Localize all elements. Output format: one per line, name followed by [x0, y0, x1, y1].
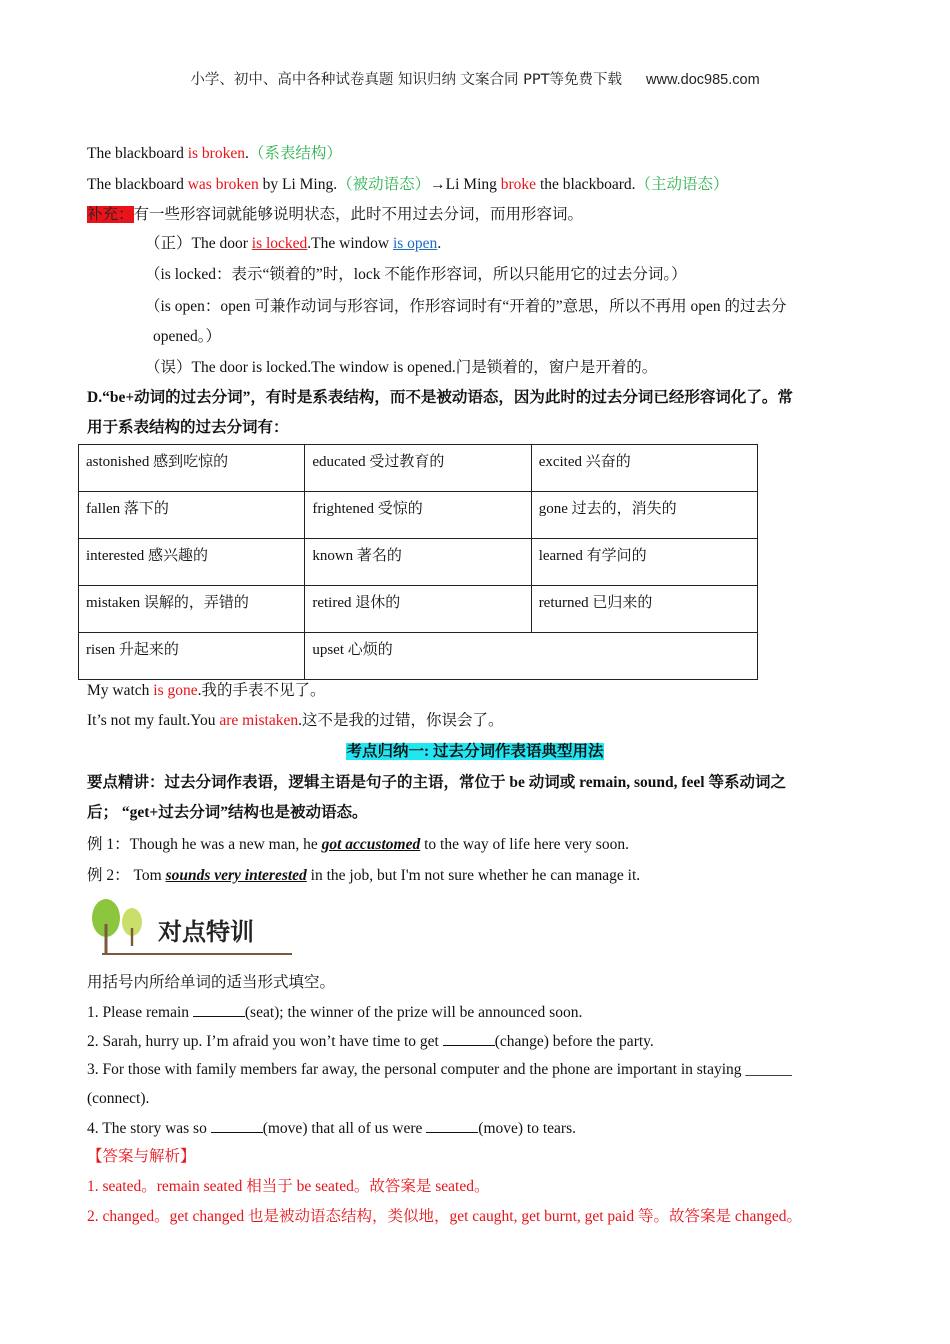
- question-2: 2. Sarah, hurry up. I’m afraid you won’t have time to get (change) before the party.: [87, 1033, 654, 1050]
- note-is-open-cont: opened。）: [153, 328, 222, 345]
- table-cell: learned 有学问的: [531, 539, 757, 586]
- answer-title: 【答案与解析】: [87, 1148, 196, 1165]
- answer-1: 1. seated。remain seated 相当于 be seated。故答案是 seated。: [87, 1178, 490, 1195]
- table-cell: gone 过去的，消失的: [531, 492, 757, 539]
- table-cell: educated 受过教育的: [305, 445, 531, 492]
- note-is-open: （is open：open 可兼作动词与形容词，作形容词时有“开着的”意思，所以不再用 open 的过去分: [145, 298, 787, 315]
- table-row: [79, 586, 758, 633]
- page-header: [0, 68, 950, 89]
- section-d-heading: D.“be+动词的过去分词”，有时是系表结构，而不是被动语态，因为此时的过去分词已经形容词化了。常: [87, 389, 793, 406]
- table-cell: returned 已归来的: [531, 586, 757, 633]
- blank: [193, 1002, 245, 1017]
- header-url[interactable]: www.doc985.com: [646, 72, 760, 88]
- table-cell: fallen 落下的: [79, 492, 305, 539]
- example-2: 例 2： Tom sounds very interested in the job, but I'm not sure whether he can manage it.: [87, 867, 641, 884]
- table-cell: retired 退休的: [305, 586, 531, 633]
- key-points-cont: 后； “get+过去分词”结构也是被动语态。: [87, 804, 368, 821]
- example-fault: It’s not my fault.You are mistaken.这不是我的过错，你误会了。: [87, 712, 504, 729]
- table-cell: interested 感兴趣的: [79, 539, 305, 586]
- supplement-note: 补充：有一些形容词就能够说明状态，此时不用过去分词，而用形容词。: [87, 206, 584, 223]
- banner-title: 对点特训: [158, 918, 254, 946]
- blank: [426, 1118, 478, 1133]
- example-1: 例 1：Though he was a new man, he got accustomed to the way of life here very soon.: [87, 836, 629, 853]
- table-cell: astonished 感到吃惊的: [79, 445, 305, 492]
- blank: [443, 1031, 495, 1046]
- participle-table: [78, 444, 758, 680]
- instruction: 用括号内所给单词的适当形式填空。: [87, 974, 336, 991]
- sentence-broken-passive: The blackboard was broken by Li Ming.（被动语态）→Li Ming broke the blackboard.（主动语态）: [87, 176, 729, 193]
- table-row: [79, 539, 758, 586]
- table-cell: upset 心烦的: [305, 633, 758, 680]
- question-1: 1. Please remain (seat); the winner of the prize will be announced soon.: [87, 1004, 583, 1021]
- table-cell: known 著名的: [305, 539, 531, 586]
- table-cell: frightened 受惊的: [305, 492, 531, 539]
- training-banner: [88, 898, 293, 956]
- table-row: [79, 633, 758, 680]
- table-cell: mistaken 误解的，弄错的: [79, 586, 305, 633]
- example-watch: My watch is gone.我的手表不见了。: [87, 682, 326, 699]
- correct-example: （正）The door is locked.The window is open.: [145, 235, 442, 252]
- table-cell: excited 兴奋的: [531, 445, 757, 492]
- section-title: 考点归纳一: 过去分词作表语典型用法: [346, 743, 604, 760]
- blank: [211, 1118, 263, 1133]
- table-cell: risen 升起来的: [79, 633, 305, 680]
- section-d-heading-cont: 用于系表结构的过去分词有：: [87, 419, 289, 436]
- supplement-tag: 补充：: [87, 206, 134, 223]
- question-3: 3. For those with family members far away, the personal computer and the phone are important in staying ______: [87, 1061, 792, 1078]
- key-points: 要点精讲：过去分词作表语，逻辑主语是句子的主语，常位于 be 动词或 remain, sound, feel 等系动词之: [87, 774, 786, 791]
- table-row: [79, 492, 758, 539]
- note-is-locked: （is locked：表示“锁着的”时，lock 不能作形容词，所以只能用它的过去分词。）: [145, 266, 687, 283]
- answer-2: 2. changed。get changed 也是被动语态结构，类似地，get caught, get burnt, get paid 等。故答案是 changed。: [87, 1208, 803, 1225]
- wrong-example: （误）The door is locked.The window is opened.门是锁着的，窗户是开着的。: [145, 359, 658, 376]
- table-row: [79, 445, 758, 492]
- header-text: 小学、初中、高中各种试卷真题 知识归纳 文案合同 PPT等免费下载: [190, 72, 623, 88]
- sentence-broken-state: The blackboard is broken.（系表结构）: [87, 145, 342, 162]
- question-4: 4. The story was so (move) that all of us were (move) to tears.: [87, 1120, 576, 1137]
- question-3-cont: (connect).: [87, 1090, 150, 1107]
